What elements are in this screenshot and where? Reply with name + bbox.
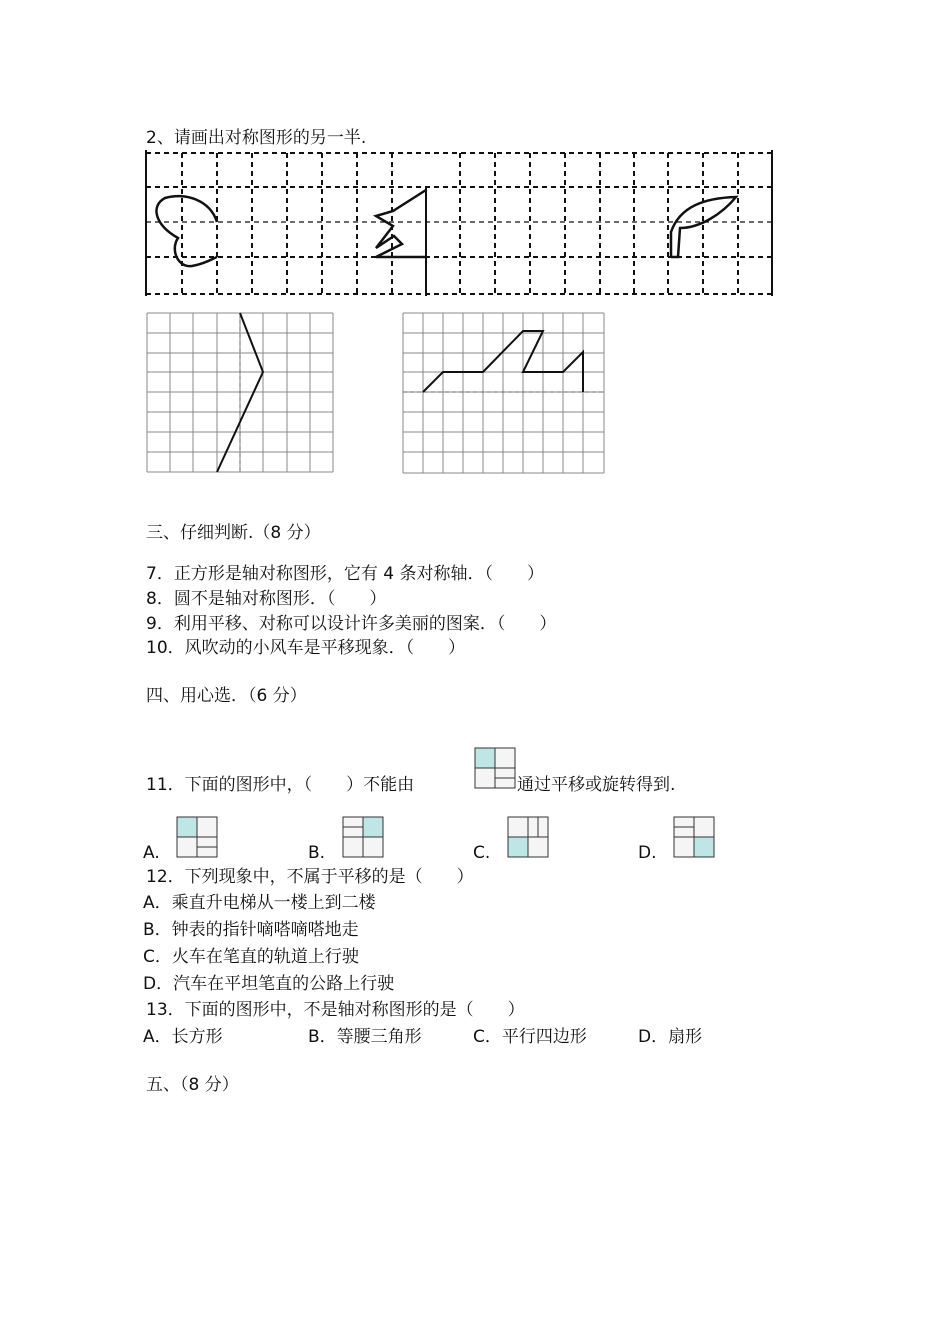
q13-option-a: A．长方形 <box>143 1027 223 1047</box>
q12-option-b: B．钟表的指针嘀嗒嘀嗒地走 <box>143 920 359 940</box>
q11-reference-tile <box>474 747 516 789</box>
q12-option-a: A．乘直升电梯从一楼上到二楼 <box>143 893 376 913</box>
judge-item-7: 7．正方形是轴对称图形，它有 4 条对称轴．（ ） <box>146 564 544 584</box>
q13-option-b: B．等腰三角形 <box>308 1027 422 1047</box>
section4-heading: 四、用心选．（6 分） <box>146 686 307 706</box>
q11-text-before: 11．下面的图形中，（ ）不能由 <box>146 775 415 795</box>
judge-item-10: 10．风吹动的小风车是平移现象．（ ） <box>146 638 466 658</box>
q11-option-c-tile[interactable] <box>507 816 549 858</box>
q11-text-after: 通过平移或旋转得到. <box>517 775 676 795</box>
q13-option-c: C．平行四边形 <box>473 1027 587 1047</box>
square-grid-right <box>402 312 608 476</box>
q11-option-a-label: A. <box>143 843 160 863</box>
q12-question: 12．下列现象中，不属于平移的是（ ） <box>146 867 474 887</box>
figure-zigzag-half <box>376 190 426 257</box>
q2-title: 2、请画出对称图形的另一半. <box>146 128 367 148</box>
q13-question: 13．下面的图形中，不是轴对称图形的是（ ） <box>146 1000 525 1020</box>
q11-option-c-label: C. <box>473 843 491 863</box>
q13-option-d: D．扇形 <box>638 1027 703 1047</box>
section5-heading: 五、（8 分） <box>146 1075 239 1095</box>
q11-option-b-label: B. <box>308 843 326 863</box>
judge-item-8: 8．圆不是轴对称图形．（ ） <box>146 589 387 609</box>
figure-heart-half <box>156 196 217 266</box>
section3-heading: 三、仔细判断.（8 分） <box>146 523 321 543</box>
q11-option-d-tile[interactable] <box>673 816 715 858</box>
square-grid-left <box>146 312 336 474</box>
q11-option-a-tile[interactable] <box>176 816 218 858</box>
q11-option-d-label: D. <box>638 843 657 863</box>
q12-option-d: D．汽车在平坦笔直的公路上行驶 <box>143 974 395 994</box>
judge-item-9: 9．利用平移、对称可以设计许多美丽的图案．（ ） <box>146 614 557 634</box>
q11-option-b-tile[interactable] <box>342 816 384 858</box>
q12-option-c: C．火车在笔直的轨道上行驶 <box>143 947 359 967</box>
